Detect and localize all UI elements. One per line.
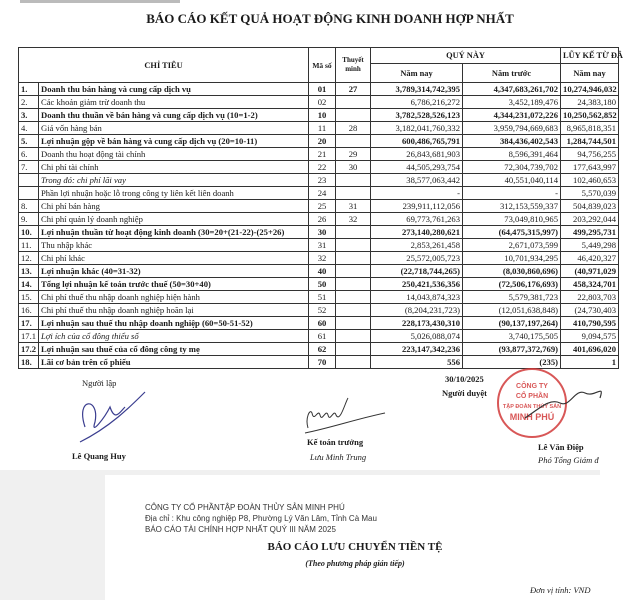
cell-tm: [336, 291, 371, 304]
stamp-line: MINH PHÚ: [509, 412, 555, 422]
cell-lk: 203,292,044: [561, 213, 619, 226]
cell-ma: 26: [309, 213, 336, 226]
cell-lk: 458,324,701: [561, 278, 619, 291]
table-row: [19, 343, 619, 356]
cell-nn: 3,789,314,742,395: [371, 83, 463, 96]
cell-tm: [336, 343, 371, 356]
cell-lk: 410,790,595: [561, 317, 619, 330]
company-address: Địa chỉ : Khu công nghiệp P8, Phường Lý Văn Lâm, Tỉnh Cà Mau: [145, 514, 377, 523]
table-row: [19, 135, 619, 148]
cell-nn: 44,505,293,754: [371, 161, 463, 174]
table-row: [19, 304, 619, 317]
cell-nn: 69,773,761,263: [371, 213, 463, 226]
cell-ma: 52: [309, 304, 336, 317]
cell-tm: 31: [336, 200, 371, 213]
cell-lk: 46,420,327: [561, 252, 619, 265]
cell-stt: 15.: [19, 291, 39, 304]
cell-stt: 9.: [19, 213, 39, 226]
cell-tm: [336, 304, 371, 317]
stamp-line: CÔNG TY: [516, 383, 548, 390]
cell-nt: 2,671,073,599: [463, 239, 561, 252]
cell-lk: 177,643,997: [561, 161, 619, 174]
cropped-header-text: [20, 0, 180, 3]
cell-tm: [336, 187, 371, 200]
cell-nn: 14,043,874,323: [371, 291, 463, 304]
cell-label: Phần lợi nhuận hoặc lỗ trong công ty liên kết liên doanh: [39, 187, 309, 200]
table-row: [19, 226, 619, 239]
cell-stt: 12.: [19, 252, 39, 265]
cell-nt: (90,137,197,264): [463, 317, 561, 330]
cell-ma: 02: [309, 96, 336, 109]
table-row: [19, 330, 619, 343]
cell-nn: -: [371, 187, 463, 200]
cell-stt: 11.: [19, 239, 39, 252]
cell-label: Lợi nhuận khác (40=31-32): [39, 265, 309, 278]
cell-nn: 3,782,528,526,123: [371, 109, 463, 122]
cell-label: Tổng lợi nhuận kế toán trước thuế (50=30+40): [39, 278, 309, 291]
header-thuyet-minh: Thuyết minh: [336, 48, 371, 83]
cell-ma: 21: [309, 148, 336, 161]
cell-ma: 32: [309, 252, 336, 265]
cell-ma: 20: [309, 135, 336, 148]
cell-label: Chi phí quản lý doanh nghiệp: [39, 213, 309, 226]
cell-ma: 31: [309, 239, 336, 252]
cell-lk: (40,971,029: [561, 265, 619, 278]
accountant-signature: [300, 393, 390, 435]
table-row: [19, 265, 619, 278]
cell-tm: [336, 317, 371, 330]
cell-nn: 556: [371, 356, 463, 369]
cell-label: Lợi nhuận sau thuế thu nhập doanh nghiệp (60=50-51-52): [39, 317, 309, 330]
cell-tm: [336, 265, 371, 278]
cell-stt: 17.1: [19, 330, 39, 343]
cell-label: Giá vốn hàng bán: [39, 122, 309, 135]
cell-nn: 38,577,063,442: [371, 174, 463, 187]
cell-ma: 01: [309, 83, 336, 96]
approver-title: Phó Tổng Giám đ: [538, 455, 599, 465]
cell-nt: (72,506,176,693): [463, 278, 561, 291]
cell-label: Lợi ích của cổ đông thiểu số: [39, 330, 309, 343]
cell-ma: 24: [309, 187, 336, 200]
cell-stt: 14.: [19, 278, 39, 291]
cell-tm: 32: [336, 213, 371, 226]
cell-ma: 30: [309, 226, 336, 239]
cell-nt: 40,551,040,114: [463, 174, 561, 187]
preparer-signature: [70, 387, 150, 449]
cell-tm: [336, 252, 371, 265]
cell-tm: [336, 239, 371, 252]
cell-nn: 6,786,216,272: [371, 96, 463, 109]
cell-lk: 22,803,703: [561, 291, 619, 304]
cell-nt: 5,579,381,723: [463, 291, 561, 304]
cell-tm: [336, 356, 371, 369]
cell-stt: 7.: [19, 161, 39, 174]
next-page: [105, 475, 605, 600]
cell-label: Lợi nhuận thuần từ hoạt động kinh doanh (30=20+(21-22)-(25+26): [39, 226, 309, 239]
table-row: [19, 96, 619, 109]
cell-nt: 3,959,794,669,683: [463, 122, 561, 135]
table-row: [19, 252, 619, 265]
cell-ma: 70: [309, 356, 336, 369]
cell-stt: [19, 187, 39, 200]
cell-nt: 8,596,391,464: [463, 148, 561, 161]
cell-ma: 25: [309, 200, 336, 213]
table-row: [19, 278, 619, 291]
header-chi-tieu: CHỈ TIÊU: [19, 48, 309, 83]
cell-lk: 1: [561, 356, 619, 369]
cashflow-title: BÁO CÁO LƯU CHUYỂN TIỀN TỆ: [267, 541, 443, 553]
header-nam-nay: Năm nay: [371, 64, 463, 83]
report-title: BÁO CÁO KẾT QUẢ HOẠT ĐỘNG KINH DOANH HỢP NHẤT: [146, 11, 514, 26]
cell-label: Chi phí bán hàng: [39, 200, 309, 213]
table-row: [19, 239, 619, 252]
cell-label: Doanh thu hoạt động tài chính: [39, 148, 309, 161]
cell-stt: 8.: [19, 200, 39, 213]
cell-stt: 17.2: [19, 343, 39, 356]
cell-nt: 4,344,231,072,226: [463, 109, 561, 122]
cell-label: Lợi nhuận sau thuế của cổ đông công ty mẹ: [39, 343, 309, 356]
cell-nt: (12,051,638,848): [463, 304, 561, 317]
cell-tm: [336, 226, 371, 239]
cell-ma: 22: [309, 161, 336, 174]
cell-lk: 24,383,180: [561, 96, 619, 109]
cell-nt: (235): [463, 356, 561, 369]
company-name: CÔNG TY CỔ PHẦNTẬP ĐOÀN THỦY SẢN MINH PHÚ: [145, 503, 345, 512]
report-period: BÁO CÁO TÀI CHÍNH HỢP NHẤT QUÝ III NĂM 2025: [145, 525, 336, 534]
preparer-name: Lê Quang Huy: [72, 451, 126, 461]
header-luy-ke: LŨY KẾ TỪ ĐẦ: [561, 48, 619, 64]
cell-nn: (8,204,231,723): [371, 304, 463, 317]
cell-tm: [336, 135, 371, 148]
cell-tm: [336, 174, 371, 187]
cell-nt: 312,153,559,337: [463, 200, 561, 213]
cell-nt: -: [463, 187, 561, 200]
cell-stt: 4.: [19, 122, 39, 135]
cell-stt: [19, 174, 39, 187]
cell-lk: 499,295,731: [561, 226, 619, 239]
cell-lk: 8,965,818,351: [561, 122, 619, 135]
cell-ma: 10: [309, 109, 336, 122]
cell-nt: 3,740,175,505: [463, 330, 561, 343]
cell-ma: 40: [309, 265, 336, 278]
cell-stt: 3.: [19, 109, 39, 122]
cell-tm: 28: [336, 122, 371, 135]
table-row: [19, 109, 619, 122]
header-quy-nay: QUÝ NÀY: [371, 48, 561, 64]
cell-ma: 61: [309, 330, 336, 343]
table-row: [19, 148, 619, 161]
cell-label: Các khoản giảm trừ doanh thu: [39, 96, 309, 109]
cell-stt: 5.: [19, 135, 39, 148]
cell-ma: 50: [309, 278, 336, 291]
cell-nn: 600,486,765,791: [371, 135, 463, 148]
cell-stt: 17.: [19, 317, 39, 330]
cell-nn: 3,182,041,760,332: [371, 122, 463, 135]
cell-tm: 30: [336, 161, 371, 174]
cell-nt: (8,030,860,696): [463, 265, 561, 278]
cell-stt: 10.: [19, 226, 39, 239]
cell-nn: 223,147,342,236: [371, 343, 463, 356]
header-ma-so: Mã số: [309, 48, 336, 83]
approver-name: Lê Văn Điệp: [538, 442, 584, 452]
cell-lk: 10,250,562,852: [561, 109, 619, 122]
cell-tm: 27: [336, 83, 371, 96]
header-nam-truoc: Năm trước: [463, 64, 561, 83]
cell-ma: 60: [309, 317, 336, 330]
table-row: [19, 356, 619, 369]
table-row: [19, 317, 619, 330]
cell-tm: [336, 109, 371, 122]
cell-label: Chi phí thuế thu nhập doanh nghiệp hiện hành: [39, 291, 309, 304]
accountant-name: Lưu Minh Trung: [310, 452, 367, 462]
cell-label: Chi phí tài chính: [39, 161, 309, 174]
cell-nn: (22,718,744,265): [371, 265, 463, 278]
cell-ma: 62: [309, 343, 336, 356]
cell-stt: 16.: [19, 304, 39, 317]
cell-nn: 25,572,005,723: [371, 252, 463, 265]
cell-nt: 384,436,402,543: [463, 135, 561, 148]
table-row: [19, 83, 619, 96]
cell-stt: 1.: [19, 83, 39, 96]
cell-nn: 239,911,112,056: [371, 200, 463, 213]
cashflow-subtitle: (Theo phương pháp gián tiếp): [305, 559, 405, 568]
cell-lk: 9,094,575: [561, 330, 619, 343]
cell-ma: 23: [309, 174, 336, 187]
cell-label: Lợi nhuận gộp về bán hàng và cung cấp dịch vụ (20=10-11): [39, 135, 309, 148]
cell-lk: 1,284,744,501: [561, 135, 619, 148]
table-row: [19, 187, 619, 200]
stamp-line: TẬP ĐOÀN THỦY SẢN: [502, 404, 562, 410]
cell-stt: 2.: [19, 96, 39, 109]
cell-stt: 6.: [19, 148, 39, 161]
cell-label: Trong đó: chi phí lãi vay: [39, 174, 309, 187]
cell-nn: 26,843,681,903: [371, 148, 463, 161]
table-row: [19, 200, 619, 213]
cell-label: Doanh thu bán hàng và cung cấp dịch vụ: [39, 83, 309, 96]
cell-nt: (64,475,315,997): [463, 226, 561, 239]
cell-nt: 4,347,683,261,702: [463, 83, 561, 96]
cell-nt: 73,049,810,965: [463, 213, 561, 226]
cell-label: Lãi cơ bản trên cổ phiếu: [39, 356, 309, 369]
table-row: [19, 174, 619, 187]
table-row: [19, 122, 619, 135]
sign-date: 30/10/2025: [445, 374, 484, 384]
cell-nt: 10,701,934,295: [463, 252, 561, 265]
cell-nn: 228,173,430,310: [371, 317, 463, 330]
income-statement-table: [18, 47, 623, 369]
cell-label: Chi phí thuế thu nhập doanh nghiệp hoãn lại: [39, 304, 309, 317]
approver-role: Người duyệt: [442, 388, 487, 398]
stamp-line: CỔ PHẦN: [515, 393, 549, 400]
cell-lk: 94,756,255: [561, 148, 619, 161]
cell-nt: (93,877,372,769): [463, 343, 561, 356]
table-row: [19, 291, 619, 304]
cell-label: Doanh thu thuần về bán hàng và cung cấp dịch vụ (10=1-2): [39, 109, 309, 122]
accountant-role: Kế toán trưởng: [307, 437, 364, 447]
cell-nn: 2,853,261,458: [371, 239, 463, 252]
preparer-role: Người lập: [82, 378, 117, 388]
cell-lk: 504,839,023: [561, 200, 619, 213]
cell-lk: (24,730,403: [561, 304, 619, 317]
table-row: [19, 213, 619, 226]
cell-tm: [336, 330, 371, 343]
header-luy-ke-nam-nay: Năm nay: [561, 64, 619, 83]
cell-nn: 273,140,280,621: [371, 226, 463, 239]
cell-lk: 102,460,653: [561, 174, 619, 187]
cell-ma: 11: [309, 122, 336, 135]
cell-tm: 29: [336, 148, 371, 161]
cell-nt: 72,304,739,702: [463, 161, 561, 174]
cell-nn: 250,421,536,356: [371, 278, 463, 291]
cell-tm: [336, 96, 371, 109]
approver-signature: [520, 378, 600, 423]
table-row: [19, 161, 619, 174]
cell-stt: 13.: [19, 265, 39, 278]
cell-label: Thu nhập khác: [39, 239, 309, 252]
cell-lk: 401,696,020: [561, 343, 619, 356]
cell-nt: 3,452,189,476: [463, 96, 561, 109]
cell-nn: 5,026,088,074: [371, 330, 463, 343]
cell-lk: 5,570,039: [561, 187, 619, 200]
cell-ma: 51: [309, 291, 336, 304]
cell-lk: 5,449,298: [561, 239, 619, 252]
cell-label: Chi phí khác: [39, 252, 309, 265]
cell-tm: [336, 278, 371, 291]
unit-label: Đơn vị tính: VND: [530, 585, 591, 595]
cell-lk: 10,274,946,032: [561, 83, 619, 96]
cell-stt: 18.: [19, 356, 39, 369]
